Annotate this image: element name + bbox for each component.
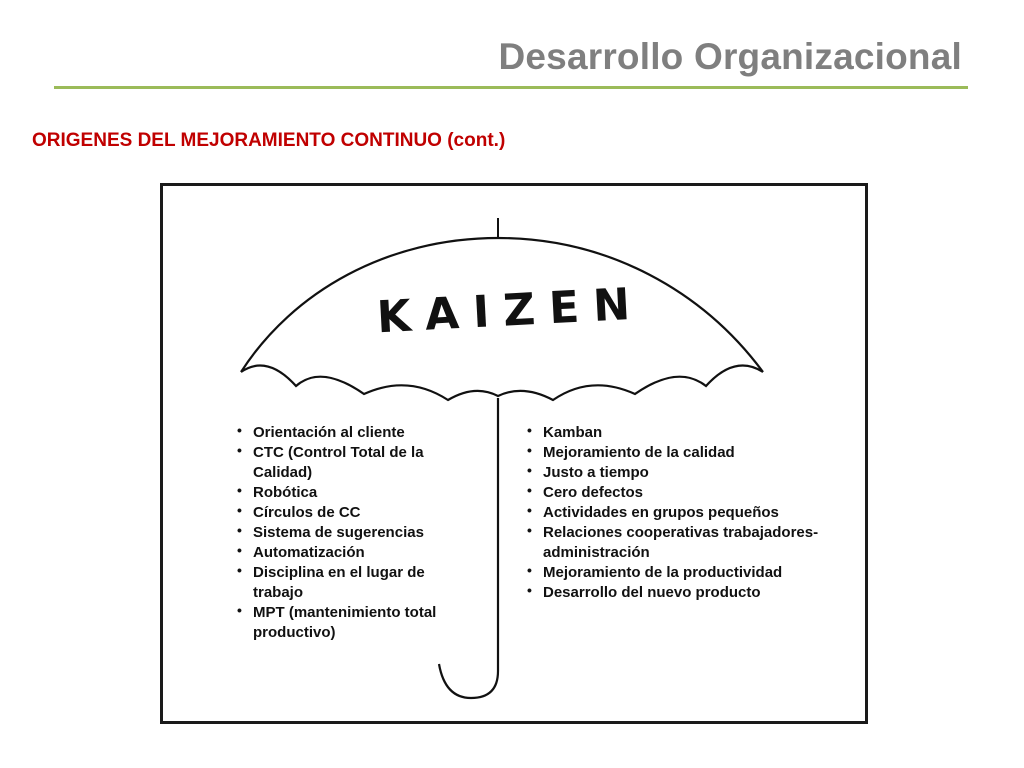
list-item: • Cero defectos — [523, 483, 823, 503]
list-item: • Actividades en grupos pequeños — [523, 503, 823, 523]
list-item: • Círculos de CC — [233, 503, 473, 523]
kaizen-left-list — [233, 423, 473, 643]
list-item: • Desarrollo del nuevo producto — [523, 583, 823, 603]
kaizen-umbrella-figure — [160, 183, 868, 724]
list-item: • CTC (Control Total de la Calidad) — [233, 443, 473, 483]
list-item: • Automatización — [233, 543, 473, 563]
list-item: • Justo a tiempo — [523, 463, 823, 483]
list-item: • Orientación al cliente — [233, 423, 473, 443]
list-item: • Relaciones cooperativas trabajadores-administración — [523, 523, 823, 563]
title-divider — [54, 86, 968, 89]
list-item: • Disciplina en el lugar de trabajo — [233, 563, 473, 603]
list-item: • Robótica — [233, 483, 473, 503]
list-item: • MPT (mantenimiento total productivo) — [233, 603, 473, 643]
umbrella-handle — [439, 664, 498, 698]
slide-title: Desarrollo Organizacional — [498, 36, 962, 77]
kaizen-right-list — [523, 423, 823, 603]
list-item: • Kamban — [523, 423, 823, 443]
list-item: • Sistema de sugerencias — [233, 523, 473, 543]
umbrella-scallops — [241, 366, 763, 400]
kaizen-label: KAIZEN — [375, 278, 646, 344]
list-item: • Mejoramiento de la calidad — [523, 443, 823, 463]
section-heading: ORIGENES DEL MEJORAMIENTO CONTINUO (cont.) — [32, 130, 506, 151]
list-item: • Mejoramiento de la productividad — [523, 563, 823, 583]
